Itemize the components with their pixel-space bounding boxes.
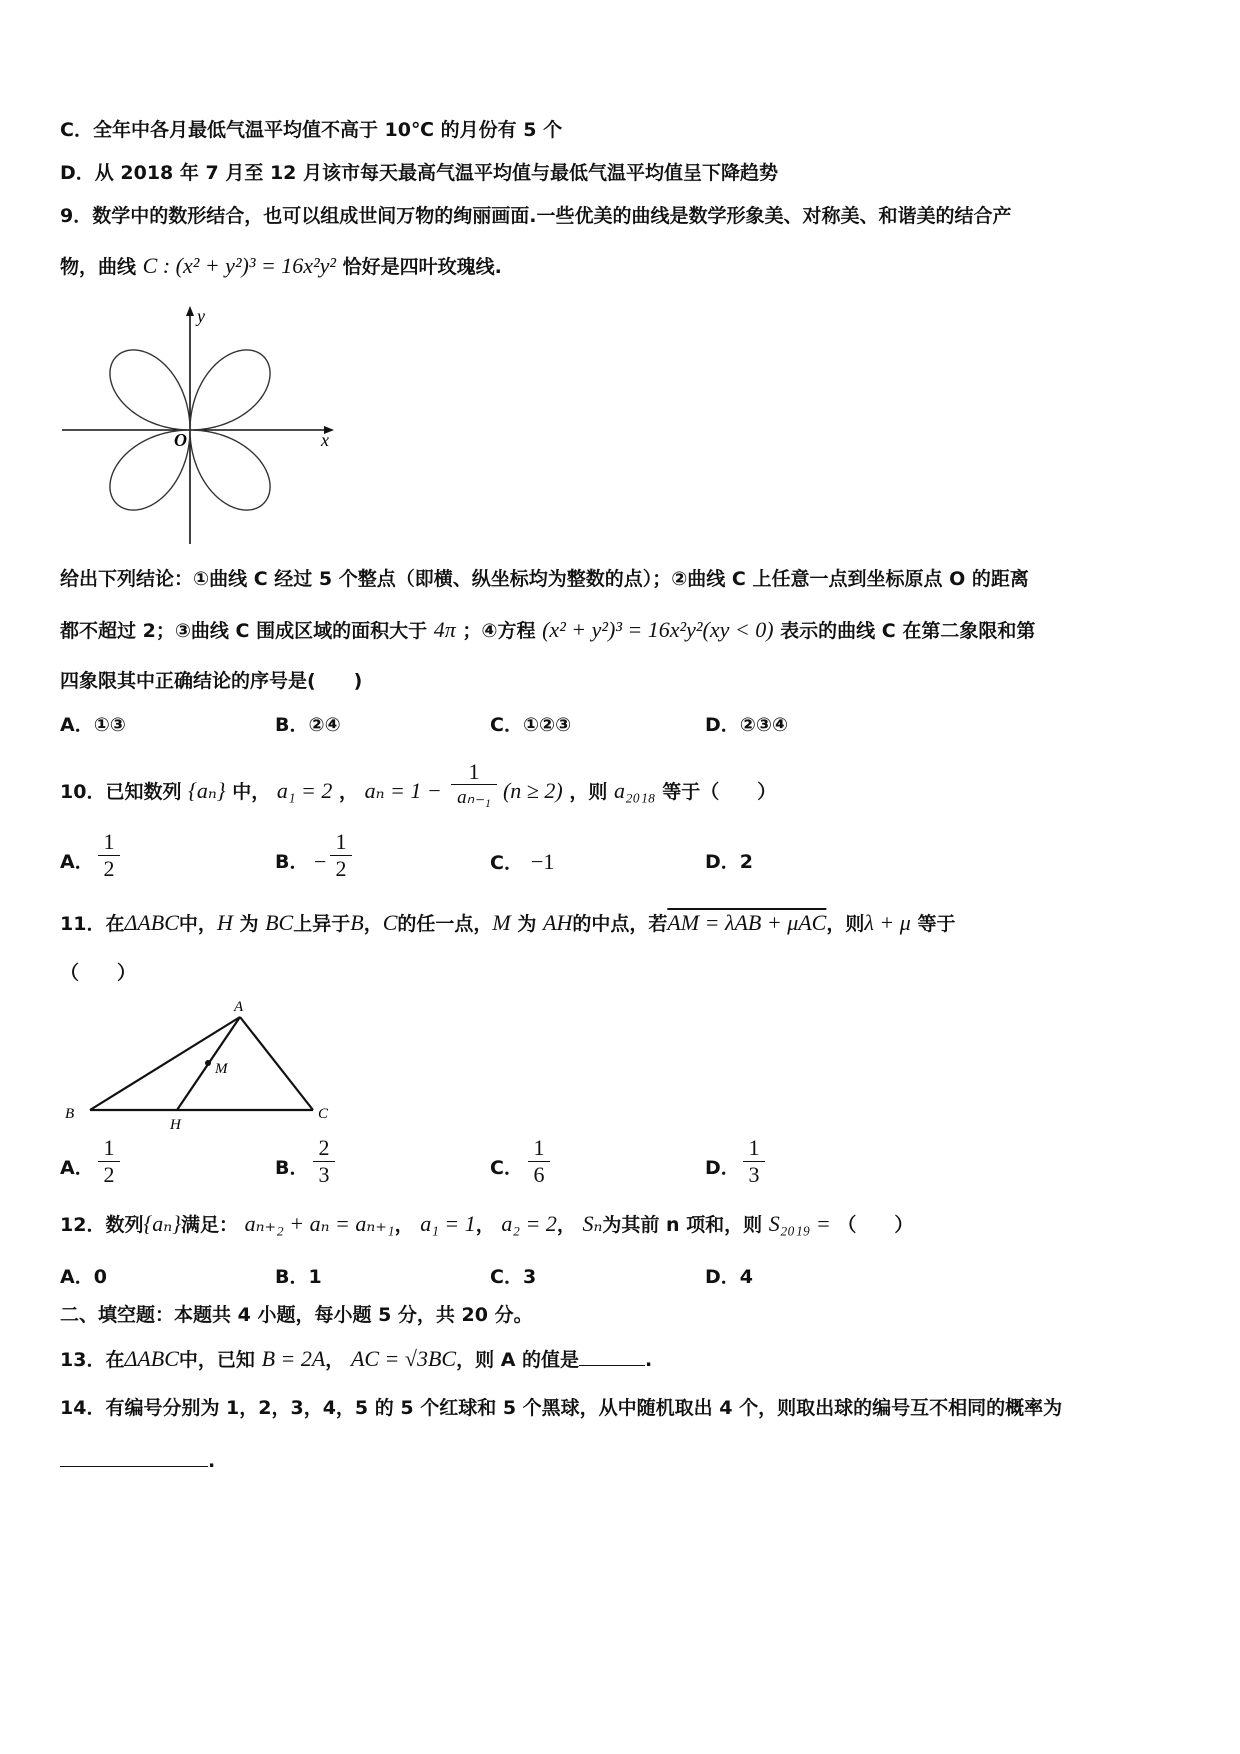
q9-area-value: 4π xyxy=(433,617,456,642)
q11-t-f: 的任一点， xyxy=(397,913,493,935)
q13-triangle: ΔABC xyxy=(124,1346,179,1371)
origin-label: O xyxy=(174,430,187,450)
q11-a-num: 1 xyxy=(103,1135,115,1160)
q9-option-a: A．①③ xyxy=(60,714,126,736)
q11-c-num: 1 xyxy=(533,1135,545,1160)
y-axis-label: y xyxy=(197,306,205,326)
q11-d-den: 3 xyxy=(748,1162,760,1187)
q11-b-den: 3 xyxy=(318,1162,330,1187)
q13-end: . xyxy=(645,1349,653,1371)
q13-prefix: 13．在 xyxy=(60,1349,125,1371)
q13-condition-1: B = 2A xyxy=(261,1346,326,1371)
q10-initial-condition: a₁ = 2 xyxy=(276,778,333,803)
q11-option-a-fraction xyxy=(98,1135,120,1188)
q10-option-b-label: B． xyxy=(275,851,309,873)
four-leaf-rose-graph xyxy=(60,300,360,560)
q10-mid: 中， xyxy=(232,781,271,803)
q10-option-c: C． −1 xyxy=(490,849,555,874)
q11-sum: λ + μ xyxy=(864,910,911,935)
q10-recurrence-condition: (n ≥ 2) xyxy=(502,778,563,803)
q10-suffix: 等于（ ） xyxy=(662,781,777,803)
q9-stem-line1: 9．数学中的数形结合，也可以组成世间万物的绚丽画面.一些优美的曲线是数学形象美、对称美、和谐美的结合产 xyxy=(60,205,1012,227)
q11-vector-equation: AM = λAB + μAC xyxy=(667,910,827,935)
q12-a2: a₂ = 2 xyxy=(501,1211,557,1236)
q11-option-c-label: C． xyxy=(490,1157,523,1179)
q12-option-c: C．3 xyxy=(490,1266,537,1288)
q13-answer-blank[interactable] xyxy=(579,1365,645,1366)
q11-option-d-label: D． xyxy=(705,1157,740,1179)
q12-sn: Sₙ xyxy=(582,1211,603,1236)
q14-answer-blank[interactable] xyxy=(60,1444,208,1467)
q11-t-c: 为 xyxy=(239,913,259,935)
q10-b-num: 1 xyxy=(335,829,347,854)
q8-option-c: C．全年中各月最低气温平均值不高于 10℃ 的月份有 5 个 xyxy=(60,119,563,141)
q10-fraction xyxy=(451,760,497,811)
q10-option-d: D．2 xyxy=(705,851,754,873)
q13-mid: 中，已知 xyxy=(178,1349,255,1371)
q11-paren: （ ） xyxy=(60,962,137,984)
q12-recurrence: aₙ₊₂ + aₙ = aₙ₊₁ xyxy=(244,1211,395,1236)
label-b: B xyxy=(65,1106,75,1122)
y-axis-arrow xyxy=(186,306,194,316)
q11-m: M xyxy=(492,910,511,935)
q9-curve-equation: C : (x² + y²)³ = 16x²y² xyxy=(142,253,337,278)
q10-option-b-fraction xyxy=(330,829,352,882)
q9-c2-text-a: 都不超过 2；③曲线 C 围成区域的面积大于 xyxy=(60,620,428,642)
q10-comma: ， xyxy=(338,781,358,803)
label-m: M xyxy=(215,1061,228,1077)
q9-c2-text-b: ；④方程 xyxy=(462,620,536,642)
q11-option-a-label: A． xyxy=(60,1157,94,1179)
q11-stem xyxy=(60,910,955,937)
q11-d-num: 1 xyxy=(748,1135,760,1160)
q10-fraction-num: 1 xyxy=(468,759,480,784)
q10-prefix: 10．已知数列 xyxy=(60,781,182,803)
point-m xyxy=(205,1060,211,1066)
q12-option-b: B．1 xyxy=(275,1266,322,1288)
q11-t-b: 中， xyxy=(178,913,217,935)
q9-conclusions-line3: 四象限其中正确结论的序号是( ) xyxy=(60,670,363,692)
q10-then: ，则 xyxy=(569,781,608,803)
q12-option-d: D．4 xyxy=(705,1266,754,1288)
q12-text: 为其前 n 项和，则 xyxy=(602,1214,763,1236)
q11-t-e: ， xyxy=(363,913,383,935)
q10-a-num: 1 xyxy=(103,829,115,854)
q11-ah: AH xyxy=(543,910,573,935)
q14-stem: 14．有编号分别为 1，2，3，4，5 的 5 个红球和 5 个黑球，从中随机取出 4 个，则取出球的编号互不相同的概率为 xyxy=(60,1397,1063,1419)
q12-stem: 12．数列{aₙ}满足： aₙ₊₂ + aₙ = aₙ₊₁， a₁ = 1， a₂ = 2， Sₙ为其前 n 项和，则 S₂₀₁₉ = （ ） xyxy=(60,1211,914,1236)
q10-a-den: 2 xyxy=(103,856,115,881)
q11-triangle: ΔABC xyxy=(124,910,179,935)
q11-option-b-label: B． xyxy=(275,1157,309,1179)
q13-stem xyxy=(60,1346,652,1373)
q9-option-c: C．①②③ xyxy=(490,714,572,736)
q11-h: H xyxy=(216,910,233,935)
label-a: A xyxy=(234,999,244,1015)
label-c: C xyxy=(318,1106,329,1122)
q10-option-b-sign: − xyxy=(314,849,327,874)
q11-option-b-fraction xyxy=(313,1135,335,1188)
section-2-heading: 二、填空题：本题共 4 小题，每小题 5 分，共 20 分。 xyxy=(60,1304,533,1326)
q9-option-b: B．②④ xyxy=(275,714,341,736)
q11-b-num: 2 xyxy=(318,1135,330,1160)
q12-prefix: 12．数列 xyxy=(60,1214,144,1236)
q12-paren: （ ） xyxy=(837,1214,914,1236)
q10-target-term: a₂₀₁₈ xyxy=(613,778,656,803)
q12-target: S₂₀₁₉ = xyxy=(768,1211,831,1236)
triangle-abc-figure xyxy=(60,995,360,1145)
q8-option-d: D．从 2018 年 7 月至 12 月该市每天最高气温平均值与最低气温平均值呈下降趋势 xyxy=(60,162,779,184)
q9-stem-text-b: 恰好是四叶玫瑰线. xyxy=(342,256,502,278)
q11-t-d: 上异于 xyxy=(293,913,351,935)
q11-option-c-fraction xyxy=(528,1135,550,1188)
q12-sequence: {aₙ} xyxy=(143,1211,181,1236)
q11-t-g: 为 xyxy=(517,913,537,935)
q9-equation-4: (x² + y²)³ = 16x²y²(xy < 0) xyxy=(542,617,774,642)
q10-sequence: {aₙ} xyxy=(188,778,226,803)
q14-end: . xyxy=(208,1450,216,1472)
q11-c: C xyxy=(382,910,398,935)
q11-t-a: 11．在 xyxy=(60,913,125,935)
q12-option-a: A．0 xyxy=(60,1266,107,1288)
q11-c-den: 6 xyxy=(533,1162,545,1187)
q12-mid: 满足： xyxy=(180,1214,238,1236)
q10-option-a-label: A． xyxy=(60,851,94,873)
q10-option-a-fraction xyxy=(98,829,120,882)
q11-t-j: 等于 xyxy=(917,913,956,935)
q11-option-d-fraction xyxy=(743,1135,765,1188)
q13-suffix: ，则 A 的值是 xyxy=(456,1349,580,1371)
q11-b: B xyxy=(350,910,364,935)
q9-stem-text-a: 物，曲线 xyxy=(60,256,137,278)
q10-b-den: 2 xyxy=(335,856,347,881)
q13-condition-2: AC = √3BC xyxy=(350,1346,457,1371)
q10-recurrence-lhs: aₙ = 1 − xyxy=(364,778,442,803)
q9-conclusions-line1: 给出下列结论：①曲线 C 经过 5 个整点（即横、纵坐标均为整数的点）；②曲线 C 上任意一点到坐标原点 O 的距离 xyxy=(60,568,1029,590)
q13-comma: ， xyxy=(325,1349,345,1371)
q10-stem xyxy=(60,778,776,805)
label-h: H xyxy=(170,1117,181,1133)
q14-answer-line xyxy=(60,1444,215,1474)
q9-stem-line2 xyxy=(60,253,502,280)
q11-bc: BC xyxy=(265,910,294,935)
q11-a-den: 2 xyxy=(103,1162,115,1187)
side-ac xyxy=(240,1017,313,1110)
q9-c2-text-c: 表示的曲线 C 在第二象限和第 xyxy=(780,620,1036,642)
q11-t-i: ，则 xyxy=(826,913,865,935)
q10-fraction-den: aₙ₋₁ xyxy=(457,787,491,808)
q9-option-d: D．②③④ xyxy=(705,714,789,736)
q12-a1: a₁ = 1 xyxy=(420,1211,476,1236)
q9-conclusions-line2 xyxy=(60,617,1035,644)
x-axis-label: x xyxy=(321,430,329,450)
q11-t-h: 的中点，若 xyxy=(572,913,668,935)
